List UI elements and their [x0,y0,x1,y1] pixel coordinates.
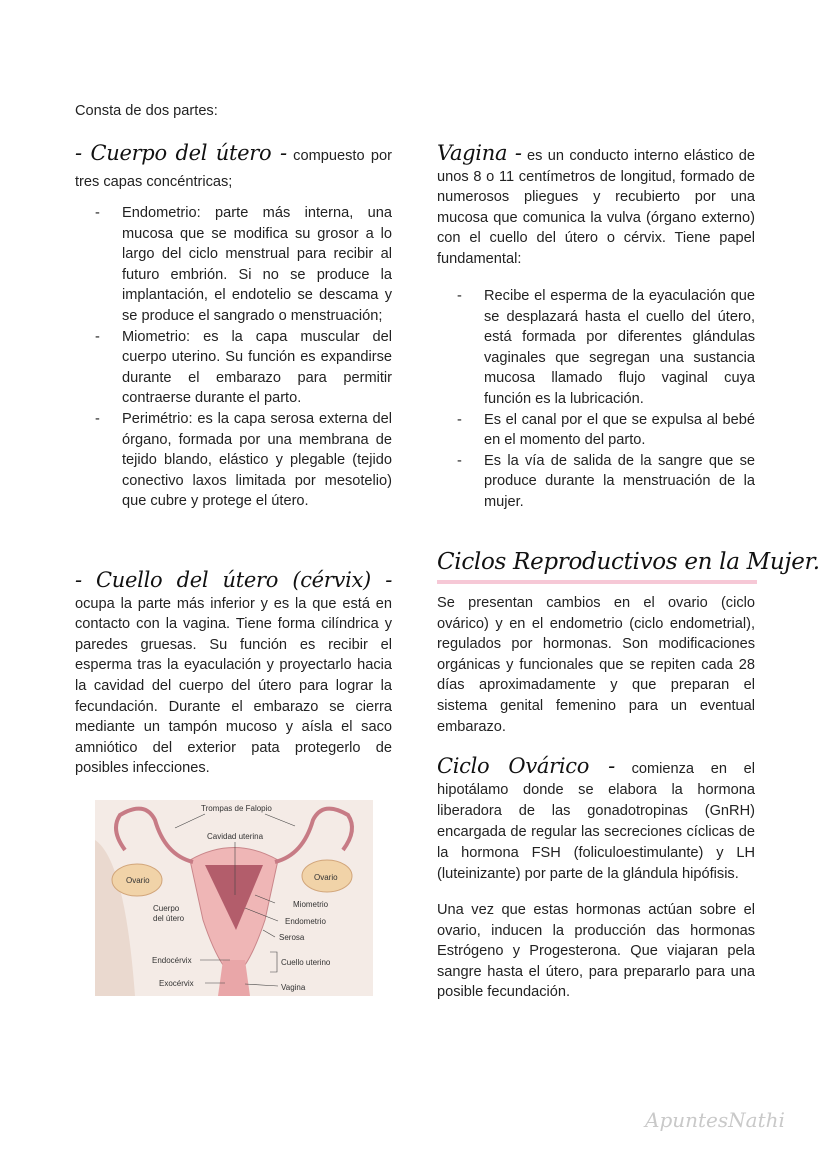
vagina-list [457,286,755,513]
intro-text: Consta de dos partes: [75,103,218,119]
cuerpo-text: compuesto por tres capas concéntricas; [75,148,392,190]
list-item: - Endometrio: parte más interna, una mucosa que se modifica su grosor a lo largo del ciclo menstrual para recibir al futuro embrión. Si no se produce la implantación, el endotelio se descama y se produce el sangrado o menstruación; [95,203,392,327]
cuerpo-list [95,203,392,512]
label-cuello-uterino: Cuello uterino [281,958,331,967]
ovarico-text: comienza en el hipotálamo donde se elabora la hormona liberadora de las gonadotropinas (GnRH) encargada de regular las secreciones cíclicas de la hormona FSH (foliculoestimulante) y LH (luteinizante) por parte de la glándula hipófisis. [437,761,755,882]
ciclos-text: Se presentan cambios en el ovario (ciclo ovárico) y en el endometrio (ciclo endometrial), regulados por hormonas. Son modificaciones orgánicas y funcionales que se repiten cada 28 días aproximadamente y que preparan el sistema genital femenino para un eventual embarazo. [437,595,755,735]
cuello-section [75,570,392,779]
vagina-text: es un conducto interno elástico de unos 8 o 11 centímetros de longitud, formado de numerosos pliegues y recubierto por una mucosa que comunica la vulva (órgano externo) con el cuello del útero o cérvix. Tiene papel fundamental: [437,148,755,267]
label-cuerpo-2: del útero [153,914,185,923]
ovarico-text-2: Una vez que estas hormonas actúan sobre el ovario, inducen la producción das hormonas Estrógeno y Progesterona. Que viajaran pela sangre hasta el útero, para prepararlo para una posible fecundación. [437,902,755,1001]
label-cuerpo-1: Cuerpo [153,904,180,913]
uterus-diagram [95,800,373,996]
label-endometrio: Endometrio [285,917,326,926]
list-item: - Es la vía de salida de la sangre que se produce durante la menstruación de la mujer. [457,451,755,513]
list-item: - Recibe el esperma de la eyaculación que se desplazará hasta el cuello del útero, está formada por diferentes glándulas vaginales que segregan una sustancia mucosa llamado flujo vaginal cuya función es la lubricación. [457,286,755,410]
label-ovario-right: Ovario [314,873,338,882]
ciclos-heading: Ciclos Reproductivos en la Mujer. [437,549,820,575]
label-endocervix: Endocérvix [152,956,192,965]
cuerpo-heading: - Cuerpo del útero - [75,141,287,165]
label-cavidad: Cavidad uterina [207,832,264,841]
label-ovario-left: Ovario [126,876,150,885]
label-trompas: Trompas de Falopio [201,804,272,813]
ovarico-section [437,756,755,885]
list-item: - Miometrio: es la capa muscular del cuerpo uterino. Su función es expandirse durante el embarazo para permitir contraerse durante el parto. [95,327,392,409]
label-exocervix: Exocérvix [159,979,194,988]
label-vagina: Vagina [281,983,306,992]
list-item: - Perimétrio: es la capa serosa externa del órgano, formada por una membrana de tejido blando, elástico y plegable (tejido conectivo laxos limitada por mesotelio) que cubre y protege el útero. [95,409,392,512]
ovarico-heading: Ciclo Ovárico - [437,754,615,778]
vagina-heading: Vagina - [437,141,522,165]
cuerpo-section [75,140,392,195]
vagina-section [437,143,755,270]
label-miometrio: Miometrio [293,900,329,909]
list-item: - Es el canal por el que se expulsa al bebé en el momento del parto. [457,410,755,451]
cuello-heading: - Cuello del útero (cérvix) - [75,568,392,592]
cuello-text: ocupa la parte más inferior y es la que está en contacto con la vagina. Tiene forma cilíndrica y paredes gruesas. Su función es recibir el esperma tras la eyaculación y proyectarlo hacia la cavidad del cuerpo del útero para lograr la fecundación. Durante el embarazo se cierra mediante un tampón mucoso y aísla el saco amniótico del exterior pata protegerlo de posibles infecciones. [75,595,392,777]
label-serosa: Serosa [279,933,305,942]
heading-underline [437,580,757,584]
watermark: ApuntesNathi [645,1108,785,1132]
